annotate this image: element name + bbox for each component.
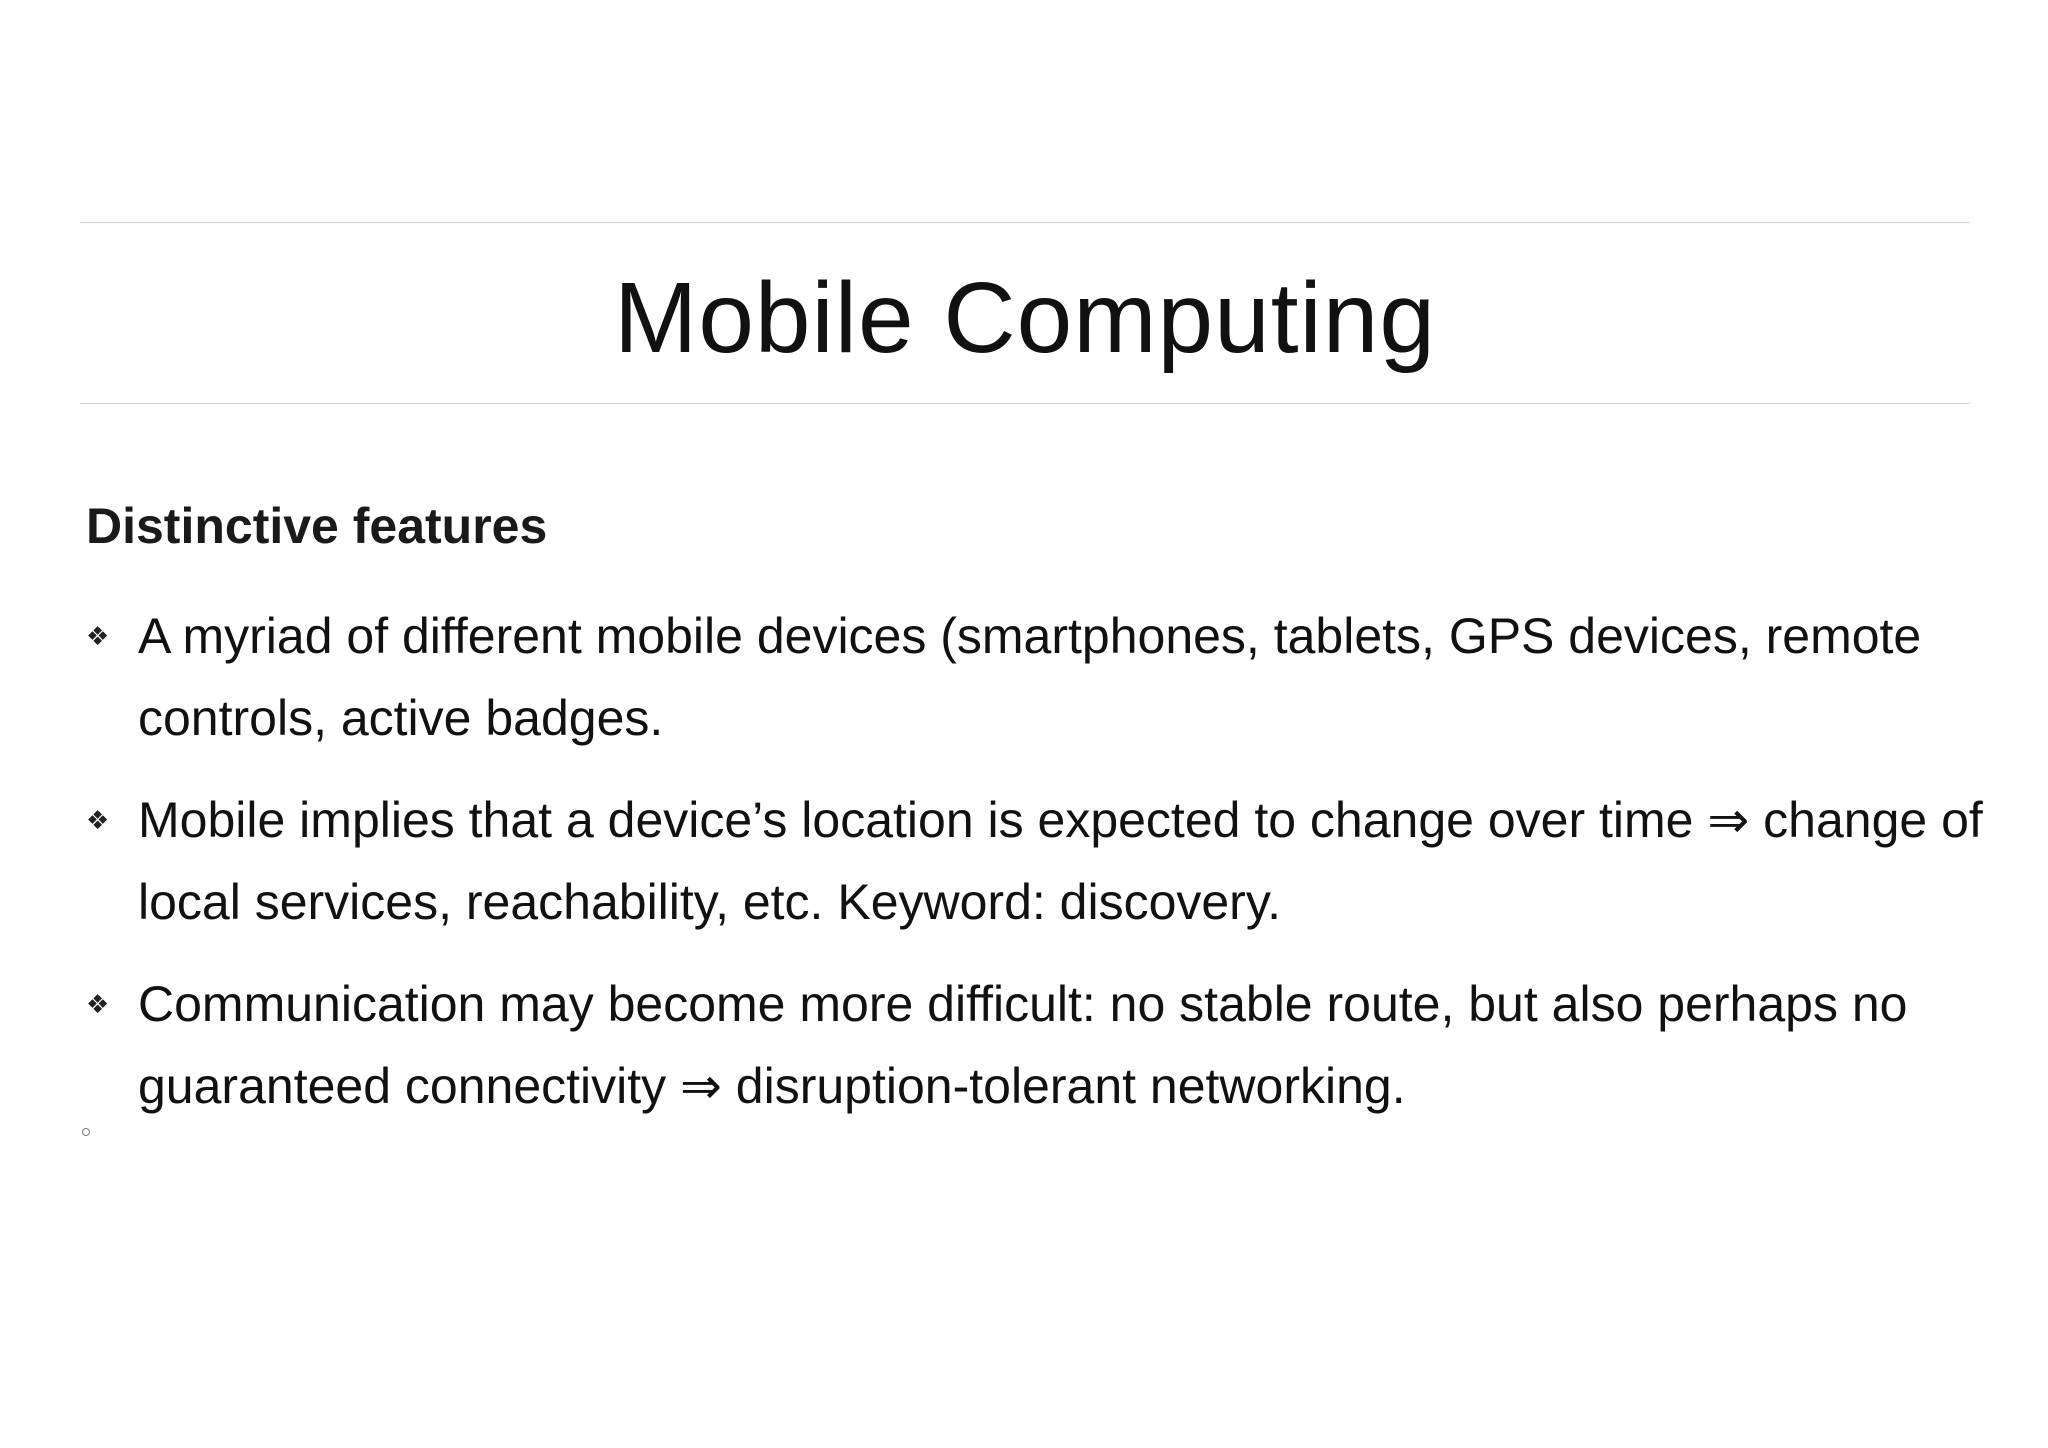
diamond-bullet-icon: ❖ bbox=[86, 805, 110, 835]
title-top-rule bbox=[80, 222, 1970, 223]
slide-title: Mobile Computing bbox=[614, 262, 1436, 374]
bullet-text: Mobile implies that a device’s location is expected to change over time ⇒ change of local services, reachability, etc. Keyword: discovery. bbox=[138, 792, 1983, 930]
section-heading: Distinctive features bbox=[86, 498, 548, 554]
diamond-bullet-icon: ❖ bbox=[86, 621, 110, 651]
bullet-item-devices bbox=[86, 595, 1966, 759]
diamond-bullet-icon: ❖ bbox=[86, 989, 110, 1019]
bullet-list bbox=[86, 595, 1983, 1147]
bullet-item-location bbox=[86, 779, 1983, 943]
bullet-text: Communication may become more difficult: no stable route, but also perhaps no guaranteed connectivity ⇒ disruption-tolerant networking. bbox=[138, 976, 1908, 1114]
title-bottom-rule bbox=[80, 403, 1970, 404]
bullet-text: A myriad of different mobile devices (smartphones, tablets, GPS devices, remote controls, active badges. bbox=[138, 608, 1922, 746]
bullet-item-communication bbox=[86, 963, 1966, 1127]
